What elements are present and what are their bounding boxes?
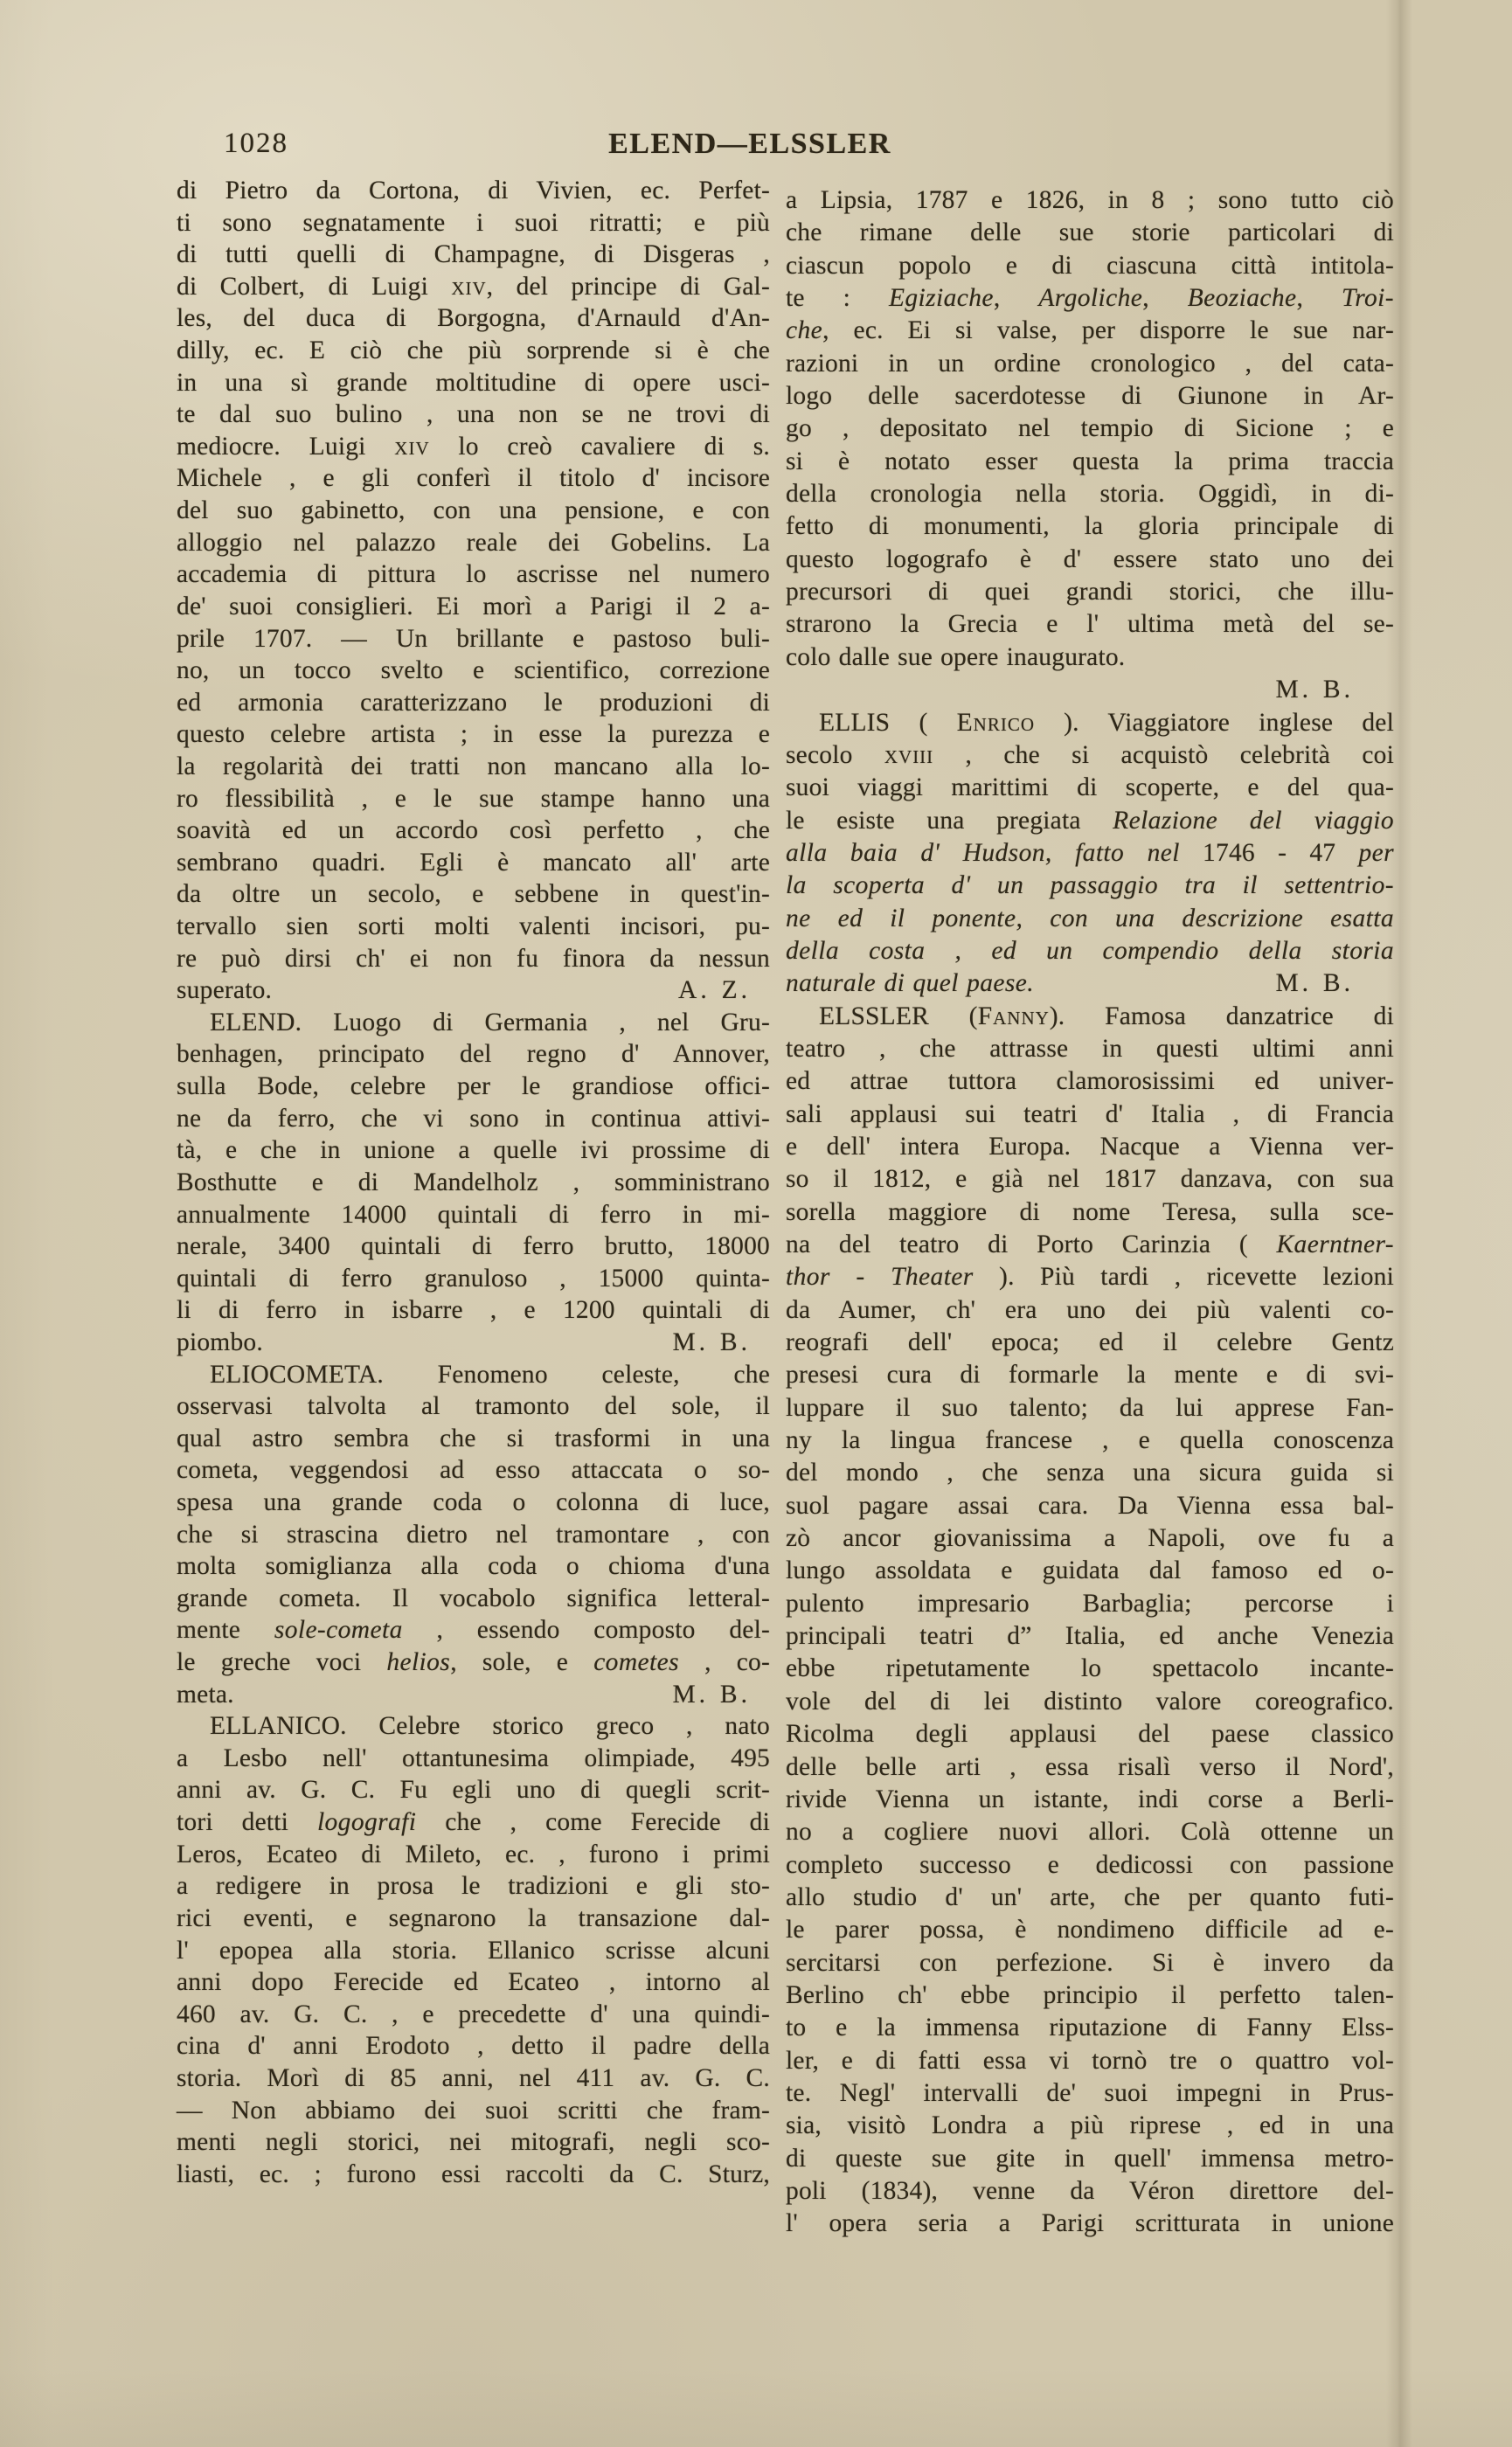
text-line: osservasi talvolta al tramonto del sole, il: [177, 1392, 770, 1421]
text-line: a Lesbo nell' ottantunesima olimpiade, 495: [177, 1743, 770, 1772]
text-line: — Non abbiamo dei suoi scritti che fram-: [177, 2096, 770, 2125]
text-line: liasti, ec. ; furono essi raccolti da C. Sturz,: [177, 2159, 770, 2188]
text-line: le parer possa, è nondimeno difficile ad e-: [786, 1916, 1394, 1944]
text-line: no, un tocco svelto e scientifico, correzione: [177, 656, 770, 685]
text-line: annualmente 14000 quintali di ferro in mi-: [177, 1200, 770, 1229]
text-line: qual astro sembra che si trasformi in una: [177, 1424, 770, 1452]
text-line: sercitarsi con perfezione. Si è invero da: [786, 1948, 1394, 1977]
text-line: soavità ed un accordo così perfetto , che: [177, 816, 770, 845]
text-line: sali applausi sui teatri d' Italia , di Francia: [786, 1099, 1394, 1128]
text-line: lungo assoldata e guidata dal famoso ed o-: [786, 1556, 1394, 1585]
text-line: benhagen, principato del regno d' Annover,: [177, 1040, 770, 1069]
text-line: sembrano quadri. Egli è mancato all' arte: [177, 848, 770, 877]
text-line: ler, e di fatti essa vi tornò tre o quattro vol-: [786, 2046, 1394, 2075]
text-line: fetto di monumenti, la gloria principale di: [786, 512, 1394, 541]
text-line: allo studio d' un' arte, che per quanto futi-: [786, 1882, 1394, 1911]
text-line: li di ferro in isbarre , e 1200 quintali di: [177, 1296, 770, 1325]
text-line: di queste sue gite in quell' immensa metro-: [786, 2144, 1394, 2173]
text-line: na del teatro di Porto Carinzia ( Kaerntner-: [786, 1230, 1394, 1258]
small-caps-text: xviii: [884, 740, 934, 769]
text-line: [177, 1327, 770, 1359]
text-line: so il 1812, e già nel 1817 danzava, con sua: [786, 1165, 1394, 1194]
text-line: rici eventi, e segnarono la transazione dal-: [177, 1903, 770, 1932]
text-line: da Aumer, ch' era uno dei più valenti co-: [786, 1295, 1394, 1324]
small-caps-text: Fanny: [977, 1002, 1050, 1030]
text-line: sia, visitò Londra a più riprese , ed in una: [786, 2111, 1394, 2140]
text-line: si è notato esser questa la prima traccia: [786, 447, 1394, 475]
text-line: logo delle sacerdotesse di Giunone in Ar-: [786, 382, 1394, 411]
text-line: la scoperta d' un passaggio tra il settentrio-: [786, 871, 1394, 900]
entry-text: naturale di quel paese.: [786, 969, 1035, 998]
text-line: l' opera seria a Parigi scritturata in unione: [786, 2209, 1394, 2238]
text-line: mediocre. Luigi xiv lo creò cavaliere di s.: [177, 432, 771, 461]
text-line: di Colbert, di Luigi xiv, del principe di Gal-: [177, 272, 770, 301]
text-line: colo dalle sue opere inaugurato.: [786, 642, 1126, 671]
text-line: te dal suo bulino , una non se ne trovi di: [177, 400, 770, 429]
text-line: alloggio nel palazzo reale dei Gobelins. La: [177, 528, 770, 557]
text-line: ed attrae tuttora clamorosissimi ed univer-: [786, 1067, 1394, 1096]
text-line: vole del di lei distinto valore coreografico.: [786, 1687, 1394, 1716]
small-caps-text: xiv: [394, 432, 430, 461]
text-line: le greche voci helios, sole, e cometes , co-: [177, 1648, 770, 1677]
small-caps-text: Enrico: [956, 708, 1035, 737]
text-line: rivide Vienna un istante, indi corse a Berli-: [786, 1785, 1394, 1813]
author-initials: M. B.: [1275, 676, 1354, 704]
text-line: completo successo e dedicossi con passione: [786, 1850, 1394, 1879]
page-number: 1028: [224, 128, 288, 159]
text-line: de' suoi consiglieri. Ei morì a Parigi il 2 a-: [177, 592, 770, 620]
text-line: di Pietro da Cortona, di Vivien, ec. Perfet-: [177, 177, 770, 204]
text-line: ed armonia caratterizzano le produzioni di: [177, 688, 770, 717]
text-line: Ricolma degli applausi del paese classico: [786, 1720, 1394, 1749]
entry-text: piombo.: [177, 1327, 263, 1356]
text-line: re può dirsi ch' ei non fu finora da nessun: [177, 944, 770, 973]
text-line: nerale, 3400 quintali di ferro brutto, 18000: [177, 1232, 770, 1261]
text-line: razioni in un ordine cronologico , del cata-: [786, 349, 1394, 378]
text-line: [786, 967, 1394, 1000]
entry-text: meta.: [177, 1680, 234, 1709]
text-line: ELLANICO. Celebre storico greco , nato: [210, 1712, 770, 1741]
text-line: Berlino ch' ebbe principio il perfetto talen-: [786, 1980, 1394, 2009]
text-line: te. Negl' intervalli de' suoi impegni in Prus-: [786, 2078, 1394, 2107]
author-initials: M. B.: [1275, 969, 1354, 998]
text-line: no a cogliere nuovi allori. Colà ottenne un: [786, 1818, 1394, 1847]
text-line: storia. Morì di 85 anni, nel 411 av. G. C.: [177, 2063, 770, 2092]
text-line: anni dopo Ferecide ed Ecateo , intorno al: [177, 1968, 770, 1997]
text-line: ELSSLER (Fanny). Famosa danzatrice di: [819, 1002, 1394, 1030]
text-line: di tutti quelli di Champagne, di Disgeras ,: [177, 240, 770, 269]
text-line: spesa una grande coda o colonna di luce,: [177, 1487, 770, 1516]
author-initials: M. B.: [672, 1327, 751, 1356]
text-line: secolo xviii , che si acquistò celebrità coi: [786, 740, 1394, 769]
text-line: [786, 674, 1394, 706]
text-line: mente sole-cometa , essendo composto del-: [177, 1616, 771, 1645]
text-line: Leros, Ecateo di Mileto, ec. , furono i primi: [177, 1840, 770, 1868]
text-line: ne da ferro, che vi sono in continua attivi-: [177, 1104, 770, 1133]
text-line: poli (1834), venne da Véron direttore del-: [786, 2176, 1394, 2205]
small-caps-text: xiv: [451, 272, 487, 301]
text-line: suoi viaggi marittimi di scoperte, e del qua-: [786, 773, 1394, 802]
author-initials: A. Z.: [678, 976, 751, 1005]
text-line: prile 1707. — Un brillante e pastoso buli-: [177, 624, 770, 653]
text-line: in una sì grande moltitudine di opere usci-: [177, 368, 770, 397]
text-line: cometa, veggendosi ad esso attaccata o so-: [177, 1456, 770, 1485]
text-line: che si strascina dietro nel tramontare , con: [177, 1520, 770, 1549]
text-line: les, del duca di Borgogna, d'Arnauld d'An-: [177, 304, 770, 333]
text-line: strarono la Grecia e l' ultima metà del se-: [786, 610, 1394, 639]
text-line: le esiste una pregiata Relazione del viaggio: [786, 806, 1394, 835]
text-line: accademia di pittura lo ascrisse nel numero: [177, 560, 770, 589]
text-line: delle belle arti , essa risalì verso il Nord',: [786, 1752, 1394, 1781]
text-line: pulento impresario Barbaglia; percorse i: [786, 1589, 1394, 1618]
text-line: a Lipsia, 1787 e 1826, in 8 ; sono tutto ciò: [786, 186, 1394, 214]
text-line: del mondo , che senza una sicura guida si: [786, 1459, 1394, 1487]
text-line: questo celebre artista ; in esse la purezza e: [177, 720, 770, 749]
author-initials: M. B.: [672, 1680, 751, 1709]
text-line: tà, e che in unione a quelle ivi prossime di: [177, 1136, 770, 1165]
text-line: teatro , che attrasse in questi ultimi anni: [786, 1034, 1394, 1063]
text-line: tori detti logografi che , come Ferecide di: [177, 1808, 770, 1837]
text-line: menti negli storici, nei mitografi, negli sco-: [177, 2128, 770, 2157]
entry-text: superato.: [177, 976, 273, 1005]
text-line: tervallo sien sorti molti valenti incisori, pu-: [177, 912, 770, 941]
text-line: che, ec. Ei si valse, per disporre le sue nar-: [786, 316, 1394, 345]
text-line: [177, 974, 770, 1007]
text-line: ebbe ripetutamente lo spettacolo incante-: [786, 1654, 1394, 1683]
text-line: sorella maggiore di nome Teresa, sulla sce-: [786, 1197, 1394, 1226]
text-line: Michele , e gli conferì il titolo d' incisore: [177, 464, 770, 493]
text-line: a redigere in prosa le tradizioni e gli sto-: [177, 1872, 770, 1901]
text-line: ELIOCOMETA. Fenomeno celeste, che: [210, 1360, 770, 1389]
text-line: Bosthutte e di Mandelholz , somministrano: [177, 1168, 770, 1196]
text-line: ciascun popolo e di ciascuna città intitola-: [786, 251, 1394, 280]
text-line: luppare il suo talento; da lui apprese Fan-: [786, 1393, 1394, 1422]
text-line: presesi cura di formarle la mente e di svi-: [786, 1361, 1394, 1390]
text-line: cina d' anni Erodoto , detto il padre della: [177, 2032, 770, 2061]
text-line: alla baia d' Hudson, fatto nel 1746 - 47 per: [786, 838, 1394, 867]
text-column-left: [177, 175, 770, 2190]
text-line: e dell' intera Europa. Nacque a Vienna ver-: [786, 1132, 1394, 1161]
text-line: ELLIS ( Enrico ). Viaggiatore inglese del: [819, 708, 1394, 737]
text-column-right: [786, 184, 1394, 2241]
text-line: precursori di quei grandi storici, che illu-: [786, 578, 1394, 607]
text-line: thor - Theater ). Più tardi , ricevette lezioni: [786, 1263, 1394, 1292]
text-line: 460 av. G. C. , e precedette d' una quindi-: [177, 2000, 770, 2028]
text-line: ne ed il ponente, con una descrizione esatta: [786, 904, 1394, 932]
text-line: [177, 1679, 770, 1711]
text-line: suol pagare assai cara. Da Vienna essa bal-: [786, 1491, 1394, 1520]
text-line: quintali di ferro granuloso , 15000 quinta-: [177, 1264, 770, 1293]
text-line: grande cometa. Il vocabolo significa letteral-: [177, 1584, 770, 1612]
text-line: principali teatri d” Italia, ed anche Venezia: [786, 1622, 1394, 1651]
text-line: che rimane delle sue storie particolari di: [786, 218, 1394, 247]
text-line: l' epopea alla storia. Ellanico scrisse alcuni: [177, 1936, 770, 1965]
text-line: ELEND. Luogo di Germania , nel Gru-: [210, 1008, 770, 1036]
text-line: sulla Bode, celebre per le grandiose offici-: [177, 1072, 770, 1101]
text-line: da oltre un secolo, e sebbene in quest'in-: [177, 880, 770, 909]
text-line: go , depositato nel tempio di Sicione ; e: [786, 414, 1394, 443]
text-line: della cronologia nella storia. Oggidì, in di-: [786, 480, 1394, 509]
text-line: dilly, ec. E ciò che più sorprende si è che: [177, 336, 770, 365]
text-line: reografi dell' epoca; ed il celebre Gentz: [786, 1328, 1394, 1357]
text-line: questo logografo è d' essere stato uno dei: [786, 544, 1394, 573]
running-head: ELEND—ELSSLER: [608, 128, 891, 160]
text-line: la regolarità dei tratti non mancano alla lo-: [177, 752, 770, 780]
text-line: te : Egiziache, Argoliche, Beoziache, Troi-: [786, 284, 1394, 313]
text-line: ny la lingua francese , e quella conoscenza: [786, 1426, 1394, 1455]
text-line: anni av. G. C. Fu egli uno di quegli scrit-: [177, 1776, 770, 1805]
text-line: to e la immensa riputazione di Fanny Elss-: [786, 2014, 1394, 2042]
text-line: zò ancor giovanissima a Napoli, ove fu a: [786, 1524, 1394, 1553]
text-line: ti sono segnatamente i suoi ritratti; e più: [177, 208, 770, 237]
text-line: molta somiglianza alla coda o chioma d'una: [177, 1552, 770, 1581]
text-line: della costa , ed un compendio della storia: [786, 936, 1394, 965]
text-line: ro flessibilità , e le sue stampe hanno una: [177, 784, 770, 813]
text-line: del suo gabinetto, con una pensione, e con: [177, 496, 770, 525]
